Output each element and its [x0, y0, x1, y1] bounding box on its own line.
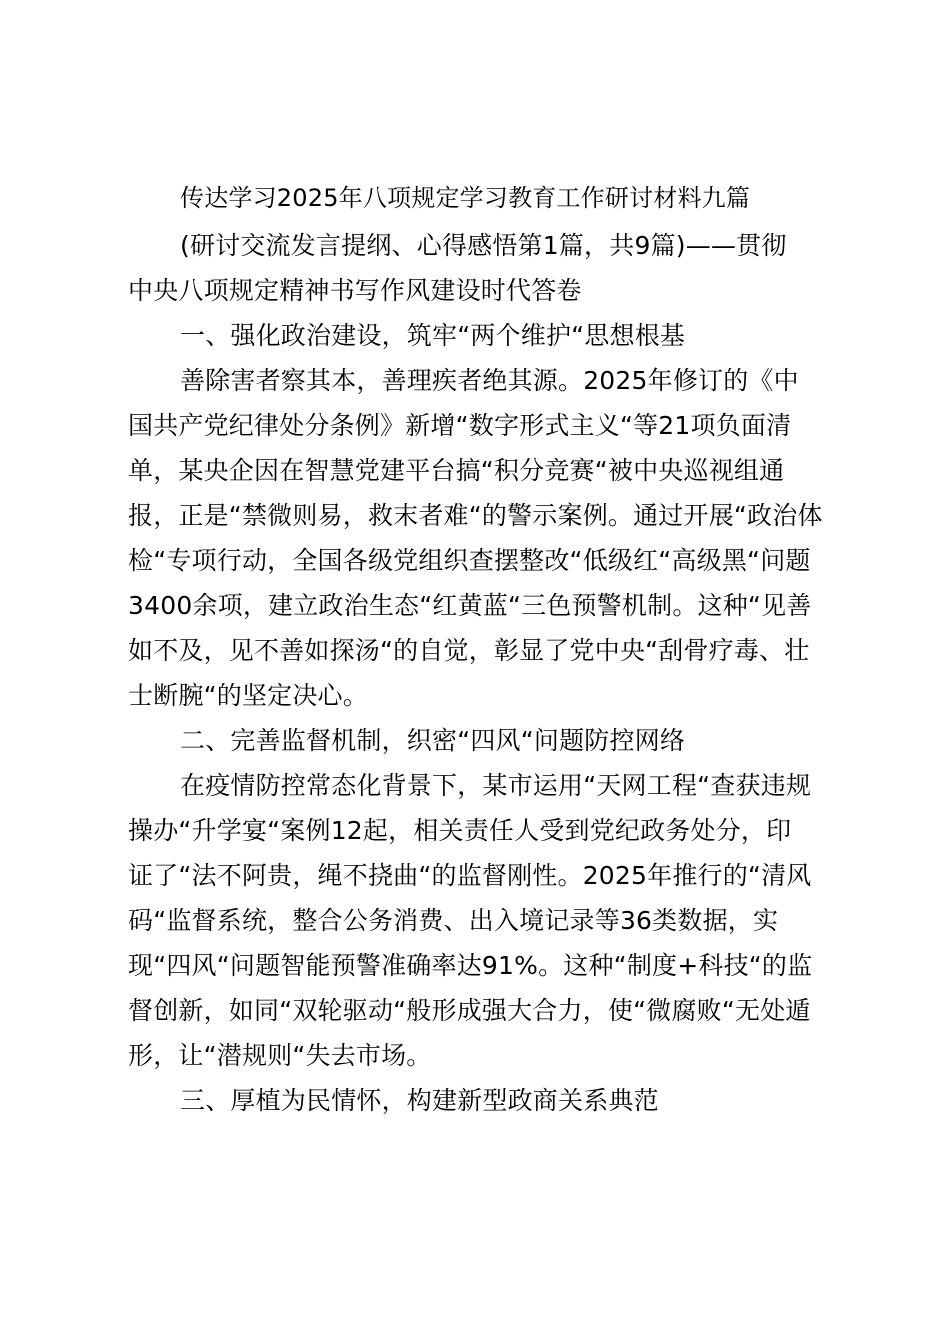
section-2-line-4: 码“监督系统，整合公务消费、出入境记录等36类数据，实: [128, 906, 779, 935]
section-2-heading: 二、完善监督机制，织密“四风“问题防控网络: [180, 726, 686, 755]
section-1-line-6: 3400余项，建立政治生态“红黄蓝“三色预警机制。这种“见善: [128, 591, 812, 620]
document-title-line-3: 中央八项规定精神书写作风建设时代答卷: [128, 276, 582, 305]
section-2-line-3: 证了“法不阿贵，绳不挠曲“的监督刚性。2025年推行的“清风: [128, 861, 812, 890]
section-1-line-2: 国共产党纪律处分条例》新增“数字形式主义“等21项负面清: [128, 411, 792, 440]
document-title-line-2: (研讨交流发言提纲、心得感悟第1篇，共9篇)——贯彻: [180, 231, 787, 260]
section-1-line-8: 士断腕“的坚定决心。: [128, 681, 368, 710]
section-2-line-6: 督创新，如同“双轮驱动“般形成强大合力，使“微腐败“无处遁: [128, 996, 811, 1025]
section-3-heading: 三、厚植为民情怀，构建新型政商关系典范: [180, 1086, 659, 1115]
section-2-line-5: 现“四风“问题智能预警准确率达91%。这种“制度+科技“的监: [128, 951, 813, 980]
section-2-line-7: 形，让“潜规则“失去市场。: [128, 1041, 432, 1070]
section-2-line-1: 在疫情防控常态化背景下，某市运用“天网工程“查获违规: [180, 771, 812, 800]
section-1-line-4: 报，正是“禁微则易，救末者难“的警示案例。通过开展“政治体: [128, 501, 823, 530]
section-1-line-1: 善除害者察其本，善理疾者绝其源。2025年修订的《中: [180, 366, 799, 395]
section-1-line-5: 检“专项行动，全国各级党组织查摆整改“低级红“高级黑“问题: [128, 546, 811, 575]
document-title-line-1: 传达学习2025年八项规定学习教育工作研讨材料九篇: [180, 184, 751, 212]
section-2-line-2: 操办“升学宴“案例12起，相关责任人受到党纪政务处分，印: [128, 816, 792, 845]
section-1-line-7: 如不及，见不善如探汤“的自觉，彰显了党中央“刮骨疗毒、壮: [128, 636, 810, 665]
section-1-line-3: 单，某央企因在智慧党建平台搞“积分竞赛“被中央巡视组通: [128, 456, 785, 485]
section-1-heading: 一、强化政治建设，筑牢“两个维护“思想根基: [180, 321, 686, 350]
